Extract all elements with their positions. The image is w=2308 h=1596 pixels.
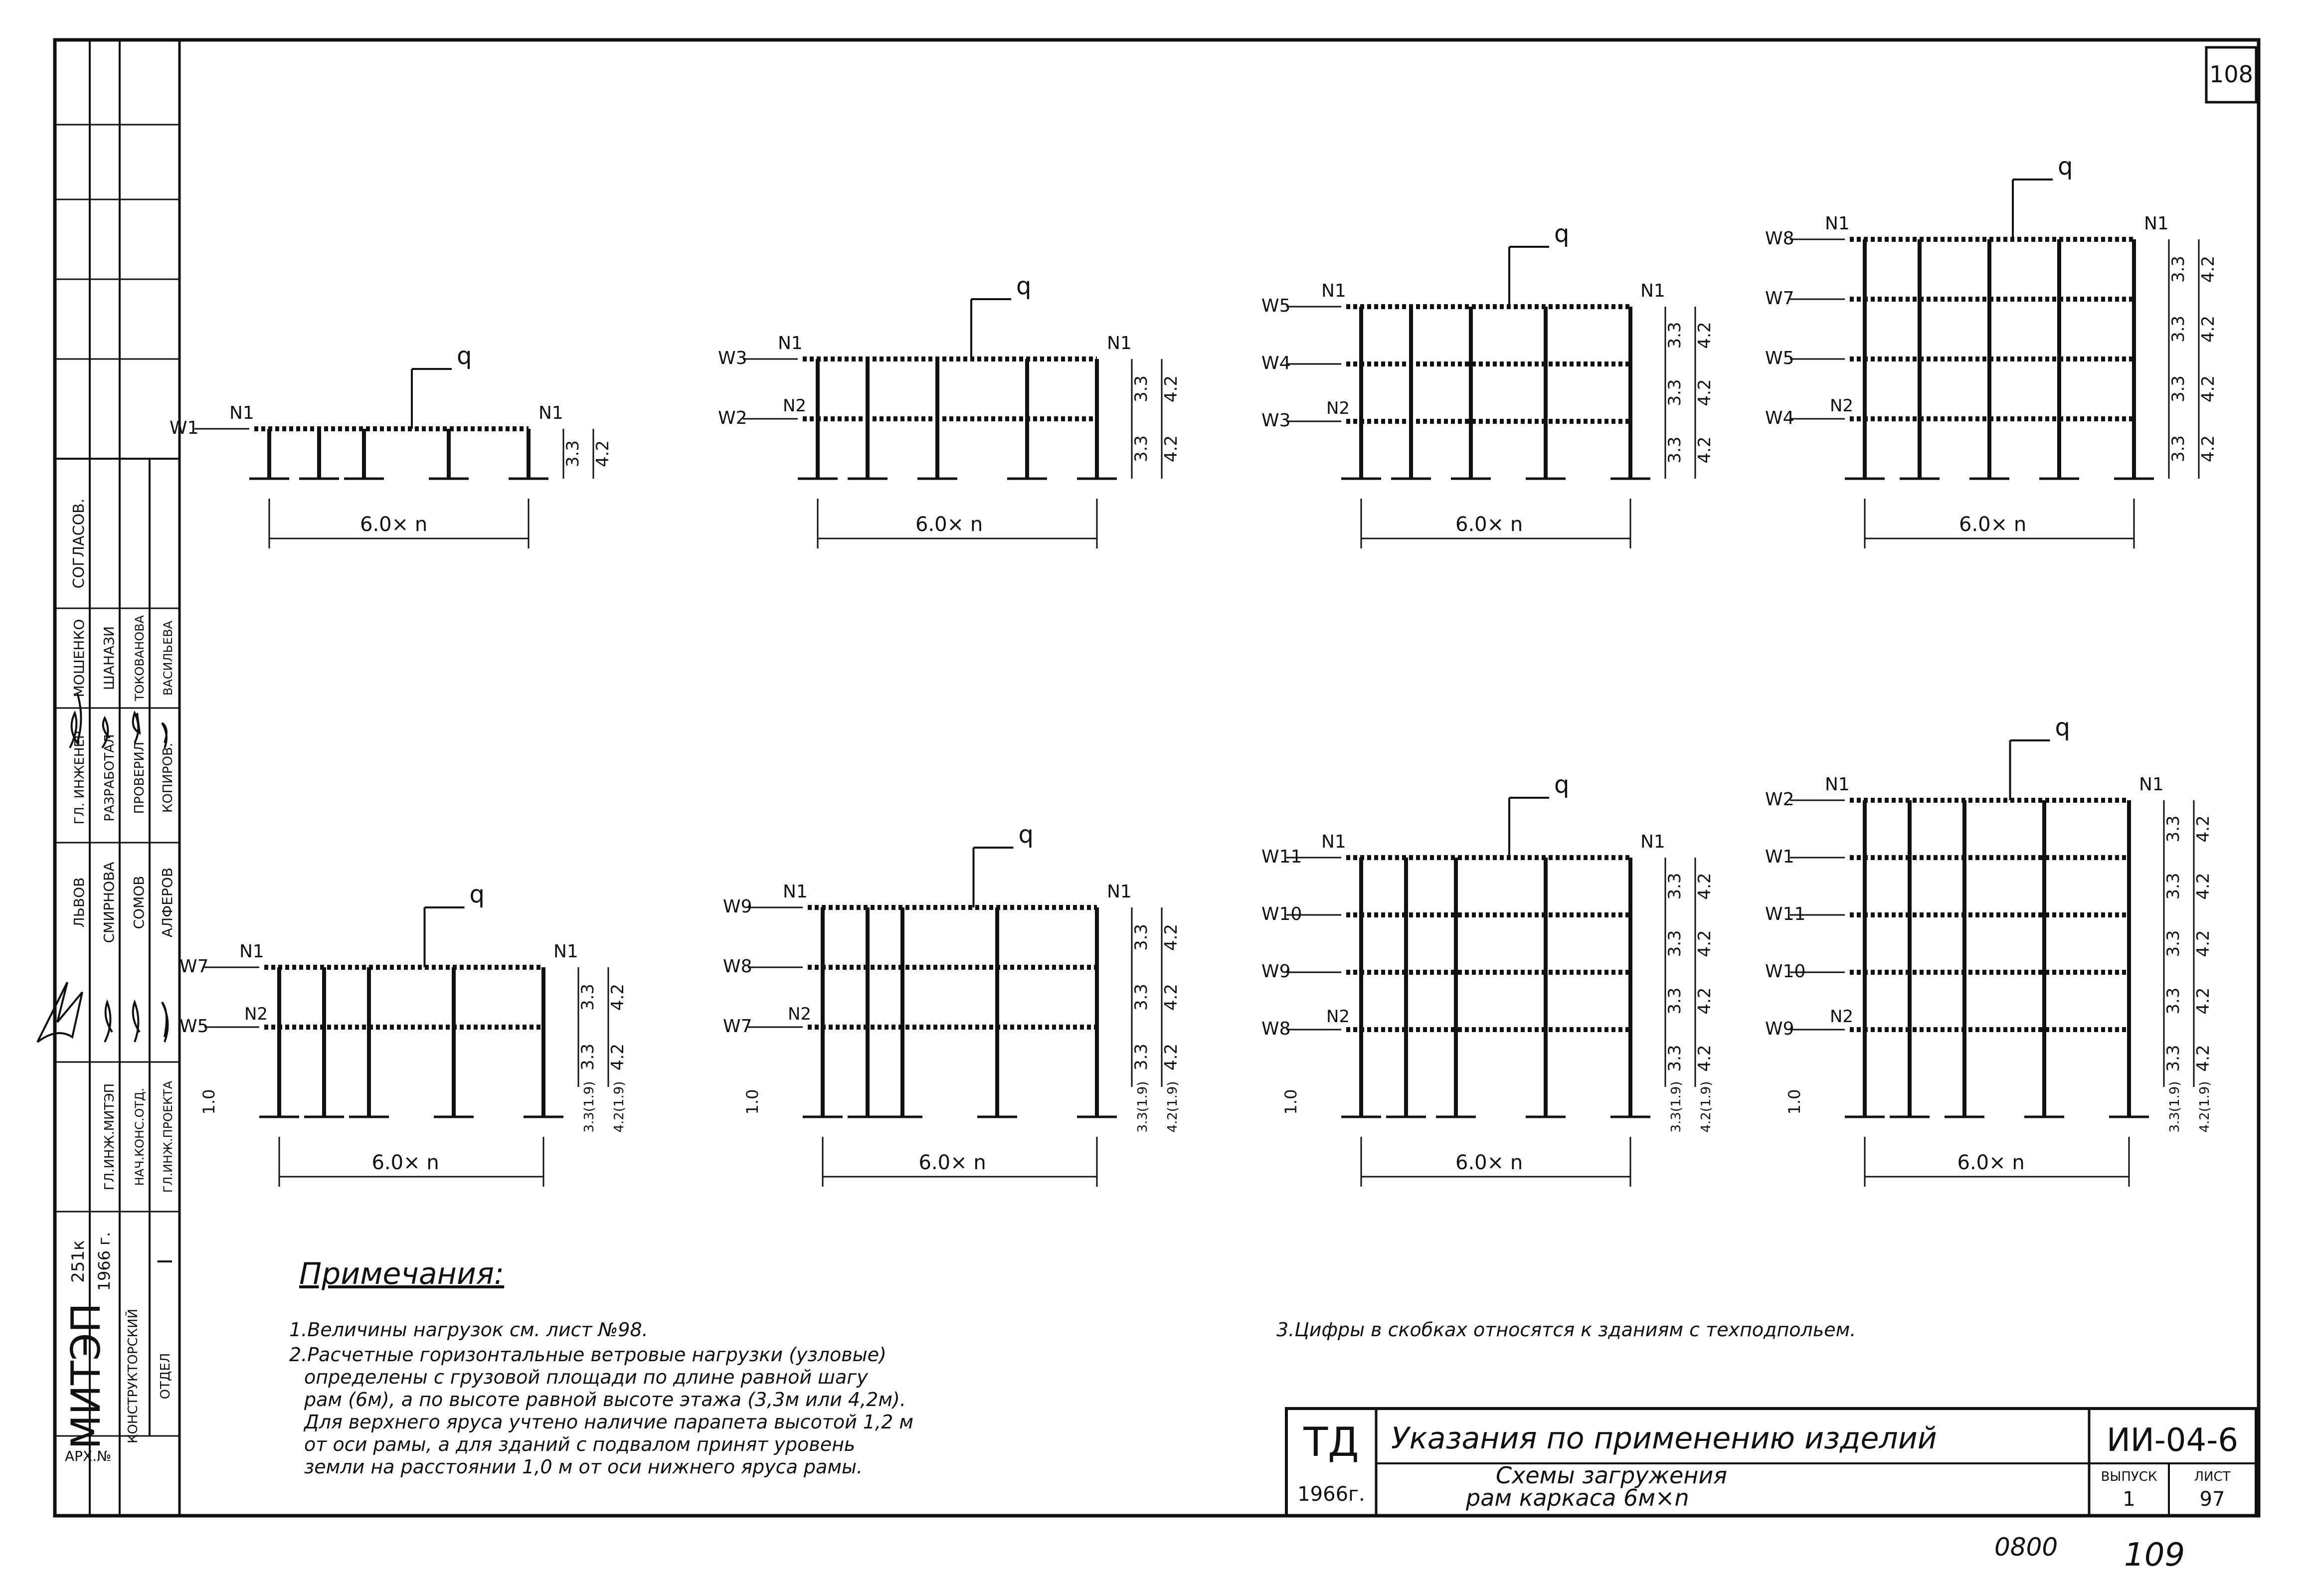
w-label: W2	[1765, 789, 1794, 810]
n2-label: N2	[1326, 1007, 1350, 1027]
w-label: W4	[1261, 353, 1291, 373]
subtitle-2: рам каркаса 6м×n	[1466, 1484, 1689, 1511]
dim-10: 1.0	[743, 1089, 762, 1115]
n1-label-right: N1	[538, 403, 563, 423]
approver-4: ВАСИЛЬЕВА	[161, 620, 175, 696]
role-label-2: РАЗРАБОТАЛ	[102, 734, 117, 822]
vypusk-value: 1	[2123, 1488, 2135, 1511]
dim-42: 4.2	[608, 983, 628, 1011]
td-label: ТД	[1303, 1419, 1359, 1465]
span-label: 6.0× n	[1455, 1151, 1523, 1174]
dim-bracket-42: 4.2(1.9)	[1699, 1081, 1714, 1133]
dim-33: 3.3	[2163, 873, 2183, 900]
n2-label: N2	[244, 1004, 268, 1024]
dim-33: 3.3	[1131, 375, 1151, 403]
role-label-4: КОПИРОВ.	[161, 742, 176, 813]
title-block	[1286, 1409, 2256, 1516]
w-label: W8	[1765, 228, 1794, 249]
code-number: 251к	[68, 1240, 88, 1283]
w-label: W9	[723, 896, 752, 917]
role2-3: ГЛ.ИНЖ.ПРОЕКТА	[161, 1080, 175, 1193]
dim-33: 3.3	[1665, 930, 1685, 957]
dim-bracket-42: 4.2(1.9)	[612, 1081, 627, 1133]
dim-42: 4.2	[593, 440, 613, 468]
name-2: СМИРНОВА	[101, 862, 117, 943]
note-line-5: Для верхнего яруса учтено наличие парапета высотой 1,2 м	[304, 1411, 914, 1433]
approval-header: СОГЛАСОВ.	[70, 498, 88, 589]
w-label: W7	[723, 1016, 752, 1037]
dim-42: 4.2	[1695, 322, 1715, 349]
inner-frame	[179, 40, 2259, 1516]
q-label: q	[1018, 821, 1034, 849]
w-label: W5	[179, 1016, 209, 1037]
list-label: ЛИСТ	[2194, 1469, 2231, 1484]
w-label: W8	[723, 956, 752, 977]
w-label: W9	[1765, 1019, 1794, 1039]
dim-42: 4.2	[1695, 379, 1715, 406]
dim-bracket-33: 3.3(1.9)	[582, 1081, 597, 1133]
dim-42: 4.2	[2193, 815, 2213, 843]
dim-42: 4.2	[1161, 435, 1181, 463]
dim-42: 4.2	[1695, 930, 1715, 957]
dim-33: 3.3	[1665, 873, 1685, 900]
td-year: 1966г.	[1297, 1483, 1365, 1506]
dim-42: 4.2	[1695, 436, 1715, 464]
q-label: q	[1554, 220, 1570, 248]
dim-33: 3.3	[2168, 435, 2188, 463]
subtitle-1: Схемы загружения	[1496, 1462, 1727, 1489]
span-label: 6.0× n	[360, 513, 428, 536]
dim-33: 3.3	[2168, 315, 2188, 343]
role2-1: ГЛ.ИНЖ.МИТЭП	[102, 1083, 117, 1191]
n2-label: N2	[1326, 398, 1350, 418]
role-label-1: ГЛ. ИНЖЕНЕР	[72, 731, 87, 825]
n2-label: N2	[1830, 1007, 1854, 1027]
q-label: q	[457, 342, 472, 370]
dim-33: 3.3	[1131, 983, 1151, 1011]
dim-33: 3.3	[2163, 1045, 2183, 1072]
w-label: W11	[1261, 847, 1302, 867]
span-label: 6.0× n	[371, 1151, 439, 1174]
dim-bracket-33: 3.3(1.9)	[1669, 1081, 1684, 1133]
role-label-3: ПРОВЕРИЛ	[132, 741, 147, 814]
dim-42: 4.2	[2198, 375, 2218, 403]
w-label: W8	[1261, 1019, 1291, 1039]
dim-bracket-42: 4.2(1.9)	[1165, 1081, 1180, 1133]
n1-label: N1	[1825, 774, 1850, 795]
name-1: ЛЬВОВ	[71, 877, 87, 928]
q-label: q	[469, 881, 485, 908]
roman-numeral: I	[154, 1258, 177, 1264]
dim-10: 1.0	[1281, 1089, 1300, 1115]
note-line-4: рам (6м), а по высоте равной высоте этажа (3,3м или 4,2м).	[304, 1389, 906, 1411]
w-label: W3	[718, 348, 747, 368]
name-4: АЛФЕРОВ	[159, 867, 176, 938]
dim-42: 4.2	[2193, 930, 2213, 957]
dim-bracket-42: 4.2(1.9)	[2197, 1081, 2212, 1133]
dim-42: 4.2	[1695, 873, 1715, 900]
span-label: 6.0× n	[1959, 513, 2027, 536]
n2-label: N2	[783, 396, 807, 416]
dim-33: 3.3	[1131, 1043, 1151, 1071]
dim-33: 3.3	[2168, 375, 2188, 403]
dim-42: 4.2	[1695, 987, 1715, 1015]
dept-line-2: ОТДЕЛ	[158, 1353, 173, 1400]
n1-label-right: N1	[1107, 882, 1132, 902]
dim-33: 3.3	[1665, 1045, 1685, 1072]
drawing-code: ИИ-04-6	[2106, 1422, 2239, 1459]
dim-42: 4.2	[1695, 1045, 1715, 1072]
dim-bracket-33: 3.3(1.9)	[2167, 1081, 2182, 1133]
dim-42: 4.2	[1161, 983, 1181, 1011]
bottom-mark-right: 109	[2124, 1537, 2185, 1574]
w-label: W4	[1765, 408, 1794, 428]
dim-33: 3.3	[563, 440, 583, 468]
w-label: W2	[718, 408, 747, 428]
dim-33: 3.3	[2163, 987, 2183, 1015]
page-number: 108	[2209, 61, 2253, 88]
n2-label: N2	[788, 1004, 812, 1024]
n2-label: N2	[1830, 396, 1854, 416]
w-label: W1	[170, 418, 199, 438]
list-value: 97	[2199, 1488, 2225, 1511]
signature-5	[37, 982, 82, 1042]
signature-6	[105, 1002, 112, 1042]
dim-42: 4.2	[2198, 255, 2218, 283]
span-label: 6.0× n	[915, 513, 983, 536]
dim-42: 4.2	[1161, 1043, 1181, 1071]
note-line-7: земли на расстоянии 1,0 м от оси нижнего яруса рамы.	[304, 1456, 863, 1478]
drawing-title: Указания по применению изделий	[1391, 1421, 1937, 1456]
n1-label: N1	[778, 333, 803, 354]
dim-33: 3.3	[1131, 435, 1151, 463]
w-label: W10	[1765, 961, 1806, 982]
dim-42: 4.2	[2193, 873, 2213, 900]
org-name: МИТЭП	[63, 1303, 109, 1449]
dim-10: 1.0	[199, 1089, 218, 1115]
signature-7	[133, 1002, 140, 1042]
note-3: 3.Цифры в скобках относятся к зданиям с техподпольем.	[1276, 1319, 1856, 1341]
w-label: W3	[1261, 410, 1291, 431]
vypusk-label: ВЫПУСК	[2101, 1469, 2157, 1484]
bottom-mark-left: 0800	[1994, 1533, 2058, 1562]
n1-label: N1	[239, 941, 264, 962]
n1-label-right: N1	[1640, 832, 1665, 852]
w-label: W10	[1261, 904, 1302, 924]
q-label: q	[2055, 713, 2070, 741]
dim-42: 4.2	[2198, 435, 2218, 463]
frame-diagrams	[170, 153, 2218, 1187]
left-stamp-strip	[37, 40, 179, 1516]
dim-33: 3.3	[1665, 322, 1685, 349]
role2-2: НАЧ.КОНС.ОТД.	[133, 1087, 147, 1186]
note-line-1: 1.Величины нагрузок см. лист №98.	[289, 1319, 648, 1341]
name-3: СОМОВ	[131, 876, 147, 929]
dim-33: 3.3	[1665, 436, 1685, 464]
w-label: W11	[1765, 904, 1806, 924]
dim-33: 3.3	[2168, 255, 2188, 283]
code-year: 1966 г.	[95, 1232, 114, 1291]
dim-42: 4.2	[2193, 987, 2213, 1015]
q-label: q	[1016, 272, 1032, 300]
n1-label: N1	[783, 882, 808, 902]
n1-label: N1	[1825, 213, 1850, 234]
approver-3: ТОКОВАНОВА	[133, 615, 147, 702]
dim-42: 4.2	[608, 1043, 628, 1071]
w-label: W1	[1765, 847, 1794, 867]
n1-label: N1	[1321, 281, 1346, 301]
note-line-6: от оси рамы, а для зданий с подвалом принят уровень	[304, 1433, 856, 1455]
q-label: q	[2058, 153, 2073, 180]
dim-33: 3.3	[578, 983, 598, 1011]
signature-8	[162, 1002, 168, 1042]
w-label: W7	[179, 956, 209, 977]
dim-33: 3.3	[2163, 930, 2183, 957]
w-label: W7	[1765, 288, 1794, 309]
n1-label: N1	[229, 403, 254, 423]
n1-label-right: N1	[553, 941, 578, 962]
w-label: W5	[1765, 348, 1794, 368]
dim-42: 4.2	[1161, 923, 1181, 951]
w-label: W9	[1261, 961, 1291, 982]
w-label: W5	[1261, 296, 1291, 316]
n1-label-right: N1	[1107, 333, 1132, 354]
dim-33: 3.3	[1665, 379, 1685, 406]
n1-label: N1	[1321, 832, 1346, 852]
dim-bracket-33: 3.3(1.9)	[1135, 1081, 1150, 1133]
dim-33: 3.3	[1665, 987, 1685, 1015]
dim-42: 4.2	[2198, 315, 2218, 343]
sheet-frame	[55, 40, 2259, 1516]
span-label: 6.0× n	[1455, 513, 1523, 536]
note-line-3: определены с грузовой площади по длине равной шагу	[304, 1366, 868, 1388]
approver-1: МОШЕНКО	[71, 619, 87, 698]
dim-33: 3.3	[2163, 815, 2183, 843]
approver-2: ШАНАЗИ	[101, 626, 117, 691]
dept-line-1: КОНСТРУКТОРСКИЙ	[126, 1308, 141, 1444]
q-label: q	[1554, 771, 1570, 799]
archive-number: АРХ.№	[65, 1448, 112, 1464]
note-line-2: 2.Расчетные горизонтальные ветровые нагрузки (узловые)	[289, 1344, 887, 1366]
dim-33: 3.3	[1131, 923, 1151, 951]
signature-3	[133, 713, 140, 743]
n1-label-right: N1	[2139, 774, 2164, 795]
dim-33: 3.3	[578, 1043, 598, 1071]
n1-label-right: N1	[1640, 281, 1665, 301]
notes-heading: Примечания:	[299, 1256, 505, 1291]
dim-10: 1.0	[1785, 1089, 1804, 1115]
span-label: 6.0× n	[1957, 1151, 2025, 1174]
dim-42: 4.2	[2193, 1045, 2213, 1072]
span-label: 6.0× n	[918, 1151, 986, 1174]
dim-42: 4.2	[1161, 375, 1181, 403]
n1-label-right: N1	[2144, 213, 2169, 234]
